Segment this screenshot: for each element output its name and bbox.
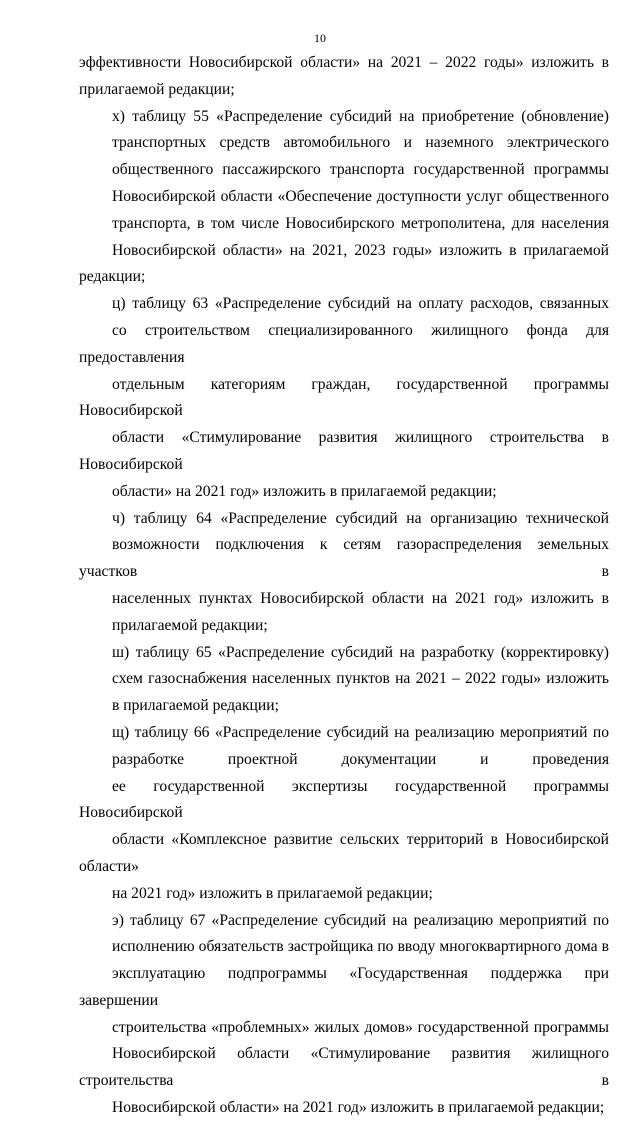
text-line: со строительством специализированного жилищного фонда для предоставления [79,321,609,366]
text-line: области» на 2021 год» изложить в прилагаемой редакции; [112,482,497,500]
paragraph [79,720,609,908]
paragraph [79,640,609,720]
text-line: прилагаемой редакции; [112,616,268,634]
paragraph [79,908,609,1122]
text-line: общественного пассажирского транспорта государственной программы [112,161,609,179]
text-line: области «Комплексное развитие сельских территорий в Новосибирской области» [79,831,609,875]
page-number: 10 [314,31,326,45]
text-line: строительства «проблемных» жилых домов» государственной программы [112,1018,609,1036]
text-line: транспортных средств автомобильного и наземного электрического [112,134,609,152]
text-line: схем газоснабжения населенных пунктов на 2021 – 2022 годы» изложить [112,670,609,688]
text-line: населенных пунктах Новосибирской области на 2021 год» изложить в [112,589,609,607]
text-line: Новосибирской области» на 2021 год» изложить в прилагаемой редакции; [112,1099,605,1117]
text-line: Новосибирской области «Обеспечение доступности услуг общественного [112,187,609,205]
text-line: на 2021 год» изложить в прилагаемой редакции; [112,884,433,902]
document-body [79,50,609,1122]
text-line: в прилагаемой редакции; [112,697,279,715]
text-line: Новосибирской области» на 2021, 2023 годы» изложить в прилагаемой редакции; [79,241,609,286]
text-line: транспорта, в том числе Новосибирского метрополитена, для населения [112,214,609,232]
text-line: ш) таблицу 65 «Распределение субсидий на разработку (корректировку) [112,643,609,661]
paragraph [79,291,609,505]
text-line: разработке проектной документации и проведения [112,750,609,768]
text-line: ц) таблицу 63 «Распределение субсидий на оплату расходов, связанных [112,295,609,313]
text-line: эффективности Новосибирской области» на 2021 – 2022 годы» изложить в [79,54,609,71]
text-line: Новосибирской области «Стимулирование развития жилищного строительства в [79,1045,609,1090]
paragraph [79,50,609,104]
text-line: отдельным категориям граждан, государственной программы Новосибирской [79,375,609,420]
text-line: исполнению обязательств застройщика по вводу многоквартирного дома в [112,938,609,956]
paragraph [79,104,609,292]
text-line: области «Стимулирование развития жилищного строительства в Новосибирской [79,429,609,473]
text-line: э) таблицу 67 «Распределение субсидий на реализацию мероприятий по [112,911,609,929]
text-line: прилагаемой редакции; [79,80,235,98]
text-line: возможности подключения к сетям газораспределения земельных участков в [79,536,609,581]
text-line: х) таблицу 55 «Распределение субсидий на приобретение (обновление) [112,107,609,125]
paragraph [79,506,609,640]
text-line: ее государственной экспертизы государственной программы Новосибирской [79,777,609,822]
text-line: щ) таблицу 66 «Распределение субсидий на реализацию мероприятий по [112,723,609,741]
text-line: эксплуатацию подпрограммы «Государственная поддержка при завершении [79,965,609,1009]
text-line: ч) таблицу 64 «Распределение субсидий на организацию технической [112,509,609,527]
